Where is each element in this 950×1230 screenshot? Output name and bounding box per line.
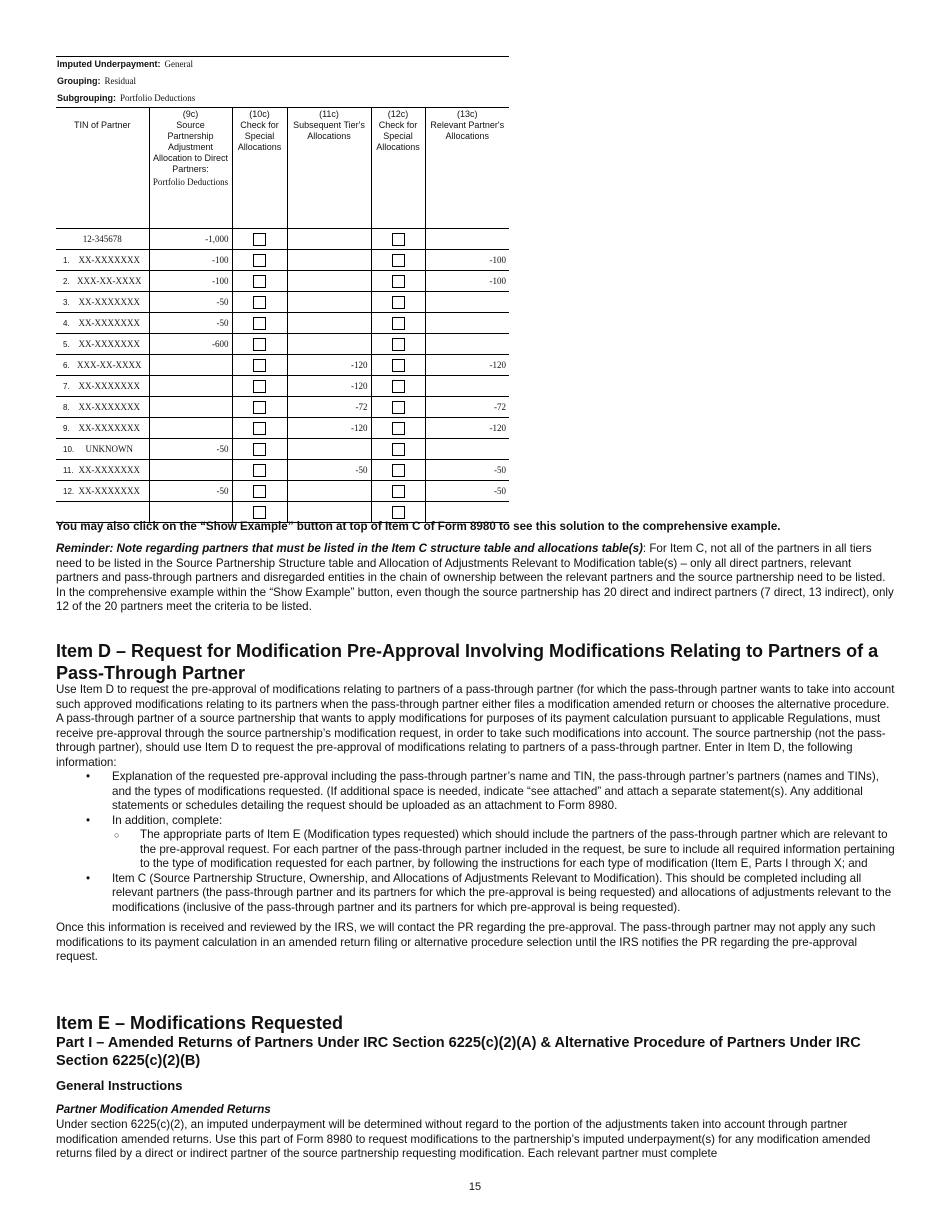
item-e-heading: Item E – Modifications Requested xyxy=(56,1013,344,1033)
special-allocation-12c xyxy=(371,418,425,439)
allocation-11c xyxy=(287,229,371,250)
table-row xyxy=(56,334,509,355)
tin-value: XX-XXXXXXX xyxy=(78,423,140,433)
tin-value: XXX-XX-XXXX xyxy=(77,360,142,370)
allocation-13c: -50 xyxy=(425,481,509,502)
allocation-9c: -600 xyxy=(149,334,232,355)
special-allocation-10c xyxy=(232,313,287,334)
tin-value: XX-XXXXXXX xyxy=(78,318,140,328)
column-header xyxy=(56,108,149,229)
checkbox[interactable] xyxy=(392,338,405,351)
tin-cell xyxy=(56,271,149,292)
row-number: 9. xyxy=(63,424,70,433)
allocation-11c xyxy=(287,271,371,292)
allocation-11c: -50 xyxy=(287,460,371,481)
checkbox[interactable] xyxy=(253,296,266,309)
allocation-9c xyxy=(149,418,232,439)
checkbox[interactable] xyxy=(392,359,405,372)
allocation-13c: -120 xyxy=(425,418,509,439)
allocation-11c: -120 xyxy=(287,355,371,376)
allocation-13c xyxy=(425,229,509,250)
checkbox[interactable] xyxy=(253,422,266,435)
special-allocation-12c xyxy=(371,397,425,418)
once-paragraph: Once this information is received and reviewed by the IRS, we will contact the PR regarding the pre-approval. The pass-through partner may not apply any such modifications to its payment calculation in an amended return filing or alternative procedure selection until the IRS notifies the PR regarding the pre-approval request. xyxy=(56,921,876,963)
tin-value: XX-XXXXXXX xyxy=(78,339,140,349)
allocation-9c: -100 xyxy=(149,271,232,292)
item-d-section xyxy=(56,683,896,965)
row-number: 6. xyxy=(63,361,70,370)
special-allocation-12c xyxy=(371,313,425,334)
value: Residual xyxy=(104,76,136,86)
label: Imputed Underpayment: xyxy=(57,59,161,69)
checkbox[interactable] xyxy=(392,464,405,477)
row-number: 7. xyxy=(63,382,70,391)
checkbox[interactable] xyxy=(253,275,266,288)
tin-cell xyxy=(56,460,149,481)
allocation-11c xyxy=(287,250,371,271)
special-allocation-12c xyxy=(371,376,425,397)
allocation-11c: -120 xyxy=(287,376,371,397)
grouping xyxy=(57,76,136,86)
checkbox[interactable] xyxy=(253,317,266,330)
tin-value: XX-XXXXXXX xyxy=(78,486,140,496)
checkbox[interactable] xyxy=(392,422,405,435)
tin-cell xyxy=(56,250,149,271)
allocation-11c xyxy=(287,292,371,313)
allocation-9c xyxy=(149,376,232,397)
special-allocation-12c xyxy=(371,229,425,250)
checkbox[interactable] xyxy=(392,401,405,414)
bullet-item: • In addition, complete: xyxy=(56,814,896,829)
value: General xyxy=(164,59,193,69)
tin-value: XX-XXXXXXX xyxy=(78,381,140,391)
tin-cell xyxy=(56,313,149,334)
pmar-paragraph: Under section 6225(c)(2), an imputed underpayment will be determined without regard to the portion of the adjustments taken into account through partner modification amended returns. Use this part of Form 8980 to request modifications to the partnership’s imputed underpayment(s) for any modification amended returns filed by a direct or indirect partner of the source partnership requesting modification. Each relevant partner must complete xyxy=(56,1118,871,1160)
allocation-9c xyxy=(149,460,232,481)
checkbox[interactable] xyxy=(253,380,266,393)
column-header-text: (12c) Check for Special Allocations xyxy=(376,109,420,152)
row-number: 11. xyxy=(63,466,74,475)
allocation-9c: -50 xyxy=(149,439,232,460)
tin-cell xyxy=(56,418,149,439)
imputed-underpayment xyxy=(57,59,193,69)
general-instructions-heading: General Instructions xyxy=(56,1078,183,1093)
checkbox[interactable] xyxy=(253,338,266,351)
tin-value: XX-XXXXXXX xyxy=(78,465,140,475)
column-header-text: (13c) Relevant Partner's Allocations xyxy=(430,109,505,141)
table-row xyxy=(56,313,509,334)
column-subheader: Portfolio Deductions xyxy=(152,177,229,187)
special-allocation-10c xyxy=(232,229,287,250)
value: Portfolio Deductions xyxy=(119,93,196,103)
column-header-text: TIN of Partner xyxy=(73,120,131,130)
special-allocation-10c xyxy=(232,334,287,355)
checkbox[interactable] xyxy=(253,401,266,414)
bullet-item: • Item C (Source Partnership Structure, Ownership, and Allocations of Adjustments Relevant to Modification). This should be completed including all relevant partners (the pass-through partner and its partners for which the pre-approval is being requested) and allocations of adjustments relevant to the modifications (inclusive of the pass-through partner and its partners for which pre-approval is being requested). xyxy=(56,872,896,916)
special-allocation-12c xyxy=(371,250,425,271)
special-allocation-12c xyxy=(371,271,425,292)
row-number: 2. xyxy=(63,277,70,286)
tin-cell xyxy=(56,439,149,460)
tin-cell xyxy=(56,334,149,355)
allocation-11c: -72 xyxy=(287,397,371,418)
tin-cell xyxy=(56,397,149,418)
special-allocation-10c xyxy=(232,418,287,439)
tin-value: XX-XXXXXXX xyxy=(78,255,140,265)
tin-value: 12-345678 xyxy=(82,234,122,244)
special-allocation-12c xyxy=(371,355,425,376)
column-header-text: (9c) Source Partnership Adjustment Allocation to Direct Partners: xyxy=(152,109,229,174)
allocation-11c xyxy=(287,334,371,355)
row-number: 1. xyxy=(63,256,70,265)
allocation-9c: -50 xyxy=(149,481,232,502)
checkbox[interactable] xyxy=(392,254,405,267)
checkbox[interactable] xyxy=(392,506,405,519)
tin-cell xyxy=(56,481,149,502)
allocation-13c xyxy=(425,376,509,397)
tin-value: XXX-XX-XXXX xyxy=(77,276,142,286)
allocation-13c: -50 xyxy=(425,460,509,481)
special-allocation-10c xyxy=(232,481,287,502)
checkbox[interactable] xyxy=(253,485,266,498)
tin-cell xyxy=(56,376,149,397)
allocation-9c: -50 xyxy=(149,313,232,334)
table-row xyxy=(56,229,509,250)
tin-value: UNKNOWN xyxy=(85,444,133,454)
table-row xyxy=(56,481,509,502)
tin-value: XX-XXXXXXX xyxy=(78,297,140,307)
column-header xyxy=(425,108,509,229)
reminder-lead: Reminder: Note regarding partners that must be listed in the Item C structure table and allocations table(s) xyxy=(56,542,643,555)
checkbox[interactable] xyxy=(392,443,405,456)
allocation-9c: -1,000 xyxy=(149,229,232,250)
checkbox[interactable] xyxy=(392,233,405,246)
special-allocation-10c xyxy=(232,292,287,313)
special-allocation-12c xyxy=(371,481,425,502)
checkbox[interactable] xyxy=(392,380,405,393)
bullet-item: • Explanation of the requested pre-approval including the pass-through partner’s name and TIN, the pass-through partner’s partners (names and TINs), and the types of modifications requested. (If additional space is needed, indicate “see attached” and attach a separate statement(s). Any additional statements or schedules detailing the request should be uploaded as an attachment to Form 8980. xyxy=(56,770,896,814)
show-example-note: You may also click on the “Show Example” button at top of Item C of Form 8980 to see this solution to the comprehensive example. xyxy=(56,520,781,533)
item-d-heading: Item D – Request for Modification Pre-Approval Involving Modifications Relating to Partners of a Pass-Through Partner xyxy=(56,641,879,683)
table-row xyxy=(56,292,509,313)
allocation-11c xyxy=(287,313,371,334)
allocation-13c xyxy=(425,439,509,460)
pmar-heading: Partner Modification Amended Returns xyxy=(56,1103,271,1116)
table-row xyxy=(56,271,509,292)
allocation-13c: -120 xyxy=(425,355,509,376)
row-number: 10. xyxy=(63,445,75,454)
allocation-11c xyxy=(287,439,371,460)
special-allocation-10c xyxy=(232,397,287,418)
checkbox[interactable] xyxy=(253,233,266,246)
checkbox[interactable] xyxy=(253,506,266,519)
subgrouping xyxy=(57,93,195,103)
allocation-13c xyxy=(425,313,509,334)
row-number: 3. xyxy=(63,298,70,307)
special-allocation-10c xyxy=(232,250,287,271)
column-header xyxy=(232,108,287,229)
checkbox[interactable] xyxy=(392,317,405,330)
tin-cell xyxy=(56,292,149,313)
column-header xyxy=(371,108,425,229)
divider xyxy=(56,56,509,57)
allocation-9c: -50 xyxy=(149,292,232,313)
special-allocation-12c xyxy=(371,439,425,460)
table-row xyxy=(56,250,509,271)
checkbox[interactable] xyxy=(253,359,266,372)
column-header-text: (10c) Check for Special Allocations xyxy=(237,109,282,152)
allocation-13c: -100 xyxy=(425,271,509,292)
row-number: 4. xyxy=(63,319,70,328)
tin-value: XX-XXXXXXX xyxy=(78,402,140,412)
sub-bullet-item: ○ The appropriate parts of Item E (Modification types requested) which should include the partners of the pass-through partner which are relevant to the pre-approval request. For each partner of the pass-through partner included in the request, be sure to include all required information pertaining to the type of modification requested for each partner, by following the instructions for each type of modification (Item E, Parts I through X; and xyxy=(56,828,896,872)
column-header-text: (11c) Subsequent Tier's Allocations xyxy=(293,109,365,141)
special-allocation-10c xyxy=(232,460,287,481)
table-row xyxy=(56,397,509,418)
special-allocation-12c xyxy=(371,334,425,355)
column-header xyxy=(287,108,371,229)
row-number: 8. xyxy=(63,403,70,412)
label: Subgrouping: xyxy=(57,93,116,103)
special-allocation-12c xyxy=(371,292,425,313)
allocation-13c xyxy=(425,334,509,355)
checkbox[interactable] xyxy=(253,254,266,267)
tin-cell xyxy=(56,355,149,376)
label: Grouping: xyxy=(57,76,101,86)
allocation-9c: -100 xyxy=(149,250,232,271)
row-number: 12. xyxy=(63,487,75,496)
allocation-9c xyxy=(149,355,232,376)
special-allocation-10c xyxy=(232,439,287,460)
page-number: 15 xyxy=(468,1181,482,1193)
allocation-13c: -100 xyxy=(425,250,509,271)
special-allocation-10c xyxy=(232,355,287,376)
special-allocation-10c xyxy=(232,271,287,292)
table-row xyxy=(56,439,509,460)
item-d-text: Use Item D to request the pre-approval of modifications relating to partners of a pass-through partner (for which the pass-through partner wants to take into account such approved modifications relating to its partners when the pass-through partner either files a modification amended return or chooses the alternative procedure. A pass-through partner of a source partnership that wants to apply modifications for purposes of its payment calculation pursuant to applicable Regulations, must receive pre-approval through the source partnership’s modification request, in order to take such modifications into account. The source partnership (not the pass-through partner), should use Item D to request the pre-approval of modifications relating to partners of a pass-through partner. Enter in Item D, the following information: xyxy=(56,683,895,769)
special-allocation-10c xyxy=(232,376,287,397)
allocations-table xyxy=(56,107,509,523)
checkbox[interactable] xyxy=(392,296,405,309)
checkbox[interactable] xyxy=(392,275,405,288)
column-header xyxy=(149,108,232,229)
table-row xyxy=(56,418,509,439)
row-number: 5. xyxy=(63,340,70,349)
allocation-11c xyxy=(287,481,371,502)
allocation-13c: -72 xyxy=(425,397,509,418)
reminder-text: : For Item C, not all of the partners in all tiers need to be listed in the Source Partnership Structure table and Allocation of Adjustments Relevant to Modification table(s) – only all direct partners, relevant partners and pass-through partners and disregarded entities in the chain of ownership between the relevant partners and the source partnership need to be listed. In the comprehensive example within the “Show Example” button, even though the source partnership has 20 direct and indirect partners (7 direct, 13 indirect), only 12 of the 20 partners meet the criteria to be listed. xyxy=(56,542,894,613)
checkbox[interactable] xyxy=(392,485,405,498)
table-row xyxy=(56,355,509,376)
reminder-paragraph xyxy=(56,542,896,615)
checkbox[interactable] xyxy=(253,464,266,477)
special-allocation-12c xyxy=(371,460,425,481)
part-1-heading: Part I – Amended Returns of Partners Under IRC Section 6225(c)(2)(A) & Alternative Procedure of Partners Under IRC Section 6225(c)(2)(B) xyxy=(56,1035,861,1069)
allocation-9c xyxy=(149,397,232,418)
tin-cell xyxy=(56,229,149,250)
allocation-13c xyxy=(425,292,509,313)
table-row xyxy=(56,376,509,397)
checkbox[interactable] xyxy=(253,443,266,456)
allocation-11c: -120 xyxy=(287,418,371,439)
table-row xyxy=(56,460,509,481)
